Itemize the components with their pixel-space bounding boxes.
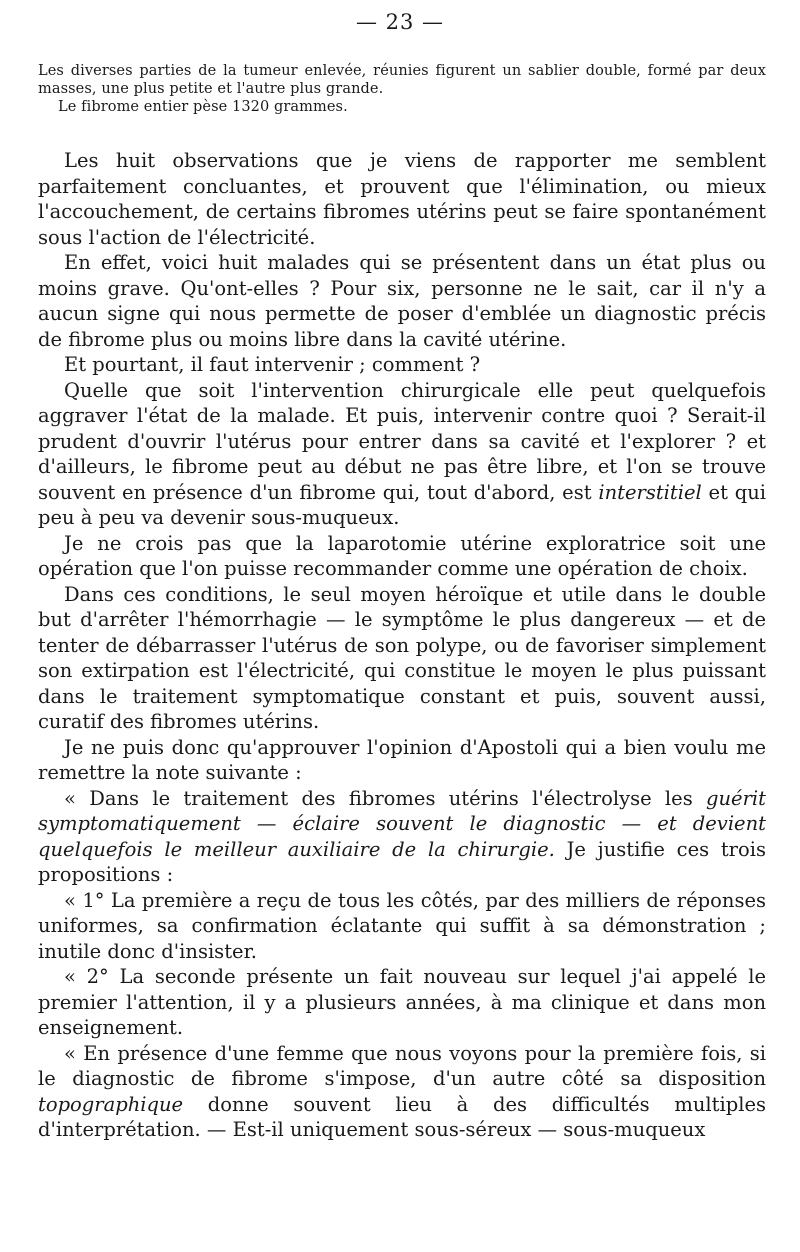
intro-paragraph: Les diverses parties de la tumeur enlevée, réunies figurent un sablier double, formé par deux masses, une plus petite et l'autre plus grande.: [38, 63, 766, 97]
italic-span: topographique: [38, 1092, 184, 1116]
paragraph: [38, 1041, 766, 1143]
text-span: donne souvent lieu à des difficultés multiples d'interprétation. — Est-il uniquement sous-séreux — sous-muqueux: [38, 1092, 766, 1141]
main-text: [38, 148, 766, 1143]
text-span: « En présence d'une femme que nous voyons pour la première fois, si le diagnostic de fibrome s'impose, d'un autre côté sa disposition: [38, 1041, 766, 1090]
italic-span: interstitiel: [598, 480, 702, 504]
intro-block: [38, 62, 766, 116]
text-span: Je justifie ces trois propositions :: [38, 837, 766, 886]
italic-span: guérit symptomatiquement — éclaire souvent le diagnostic — et devient quelquefois le meilleur auxiliaire de la chirurgie.: [38, 786, 766, 861]
page-number: — 23 —: [355, 10, 445, 34]
paragraph: [38, 786, 766, 888]
paragraph: [38, 378, 766, 531]
paragraph: « 2° La seconde présente un fait nouveau sur lequel j'ai appelé le premier l'attention, il y a plusieurs années, à ma clinique et dans mon enseignement.: [38, 965, 766, 1039]
paragraph: Je ne crois pas que la laparotomie utérine exploratrice soit une opération que l'on puisse recommander comme une opération de choix.: [38, 531, 766, 580]
paragraph: Dans ces conditions, le seul moyen héroïque et utile dans le double but d'arrêter l'hémorrhagie — le symptôme le plus dangereux — et de tenter de débarrasser l'utérus de son polype, ou de favoriser simplement son extirpation est l'électricité, qui constitue le moyen le plus puissant dans le traitement symptomatique constant et puis, souvent aussi, curatif des fibromes utérins.: [38, 582, 766, 733]
intro-paragraph: Le fibrome entier pèse 1320 grammes.: [58, 99, 348, 115]
paragraph: En effet, voici huit malades qui se présentent dans un état plus ou moins grave. Qu'ont-elles ? Pour six, personne ne le sait, car il n'y a aucun signe qui nous permette de poser d'emblée un diagnostic précis de fibrome plus ou moins libre dans la cavité utérine.: [38, 251, 766, 351]
text-span: « Dans le traitement des fibromes utérins l'électrolyse les: [64, 786, 707, 810]
paragraph: « 1° La première a reçu de tous les côtés, par des milliers de réponses uniformes, sa confirmation éclatante qui suffit à sa démonstration ; inutile donc d'insister.: [38, 888, 766, 963]
text-span: et qui peu à peu va devenir sous-muqueux.: [38, 480, 766, 529]
text-span: Quelle que soit l'intervention chirurgicale elle peut quelquefois aggraver l'état de la malade. Et puis, intervenir contre quoi ? Serait-il prudent d'ouvrir l'utérus pour entrer dans sa cavité et l'explorer ? et d'ailleurs, le fibrome peut au début ne pas être libre, et l'on se trouve souvent en présence d'un fibrome qui, tout d'abord, est: [38, 378, 766, 504]
paragraph: Je ne puis donc qu'approuver l'opinion d'Apostoli qui a bien voulu me remettre la note suivante :: [38, 735, 766, 784]
paragraph: Les huit observations que je viens de rapporter me semblent parfaitement concluantes, et prouvent que l'élimination, ou mieux l'accouchement, de certains fibromes utérins peut se faire spontanément sous l'action de l'électricité.: [38, 149, 766, 249]
paragraph: Et pourtant, il faut intervenir ; comment ?: [64, 353, 481, 376]
